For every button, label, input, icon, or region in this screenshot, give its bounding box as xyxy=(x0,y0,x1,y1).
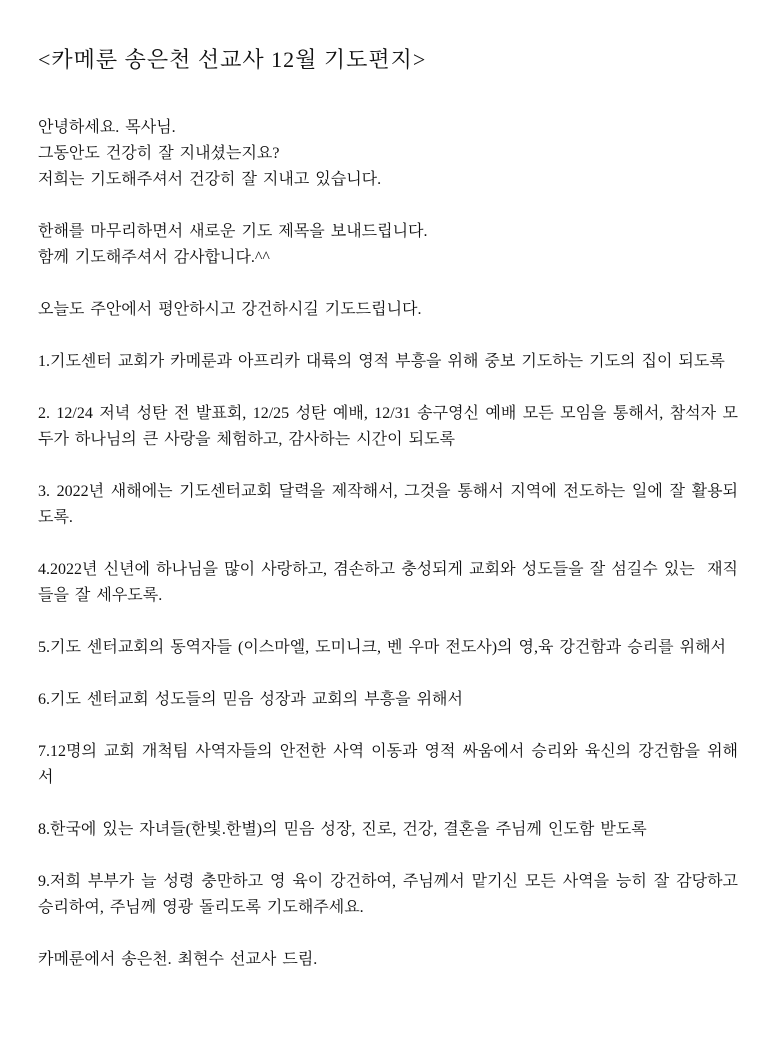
greeting-line: 저희는 기도해주셔서 건강히 잘 지내고 있습니다. xyxy=(38,171,382,188)
prayer-item-3: 3. 2022년 새해에는 기도센터교회 달력을 제작해서, 그것을 통해서 지역에 전도하는 일에 잘 활용되도록. xyxy=(38,483,738,526)
prayer-item-6: 6.기도 센터교회 성도들의 믿음 성장과 교회의 부흥을 위해서 xyxy=(38,691,463,708)
prayer-item-5: 5.기도 센터교회의 동역자들 (이스마엘, 도미니크, 벤 우마 전도사)의 영,육 강건함과 승리를 위해서 xyxy=(38,639,726,656)
blessing-paragraph: 오늘도 주안에서 평안하시고 강건하시길 기도드립니다. xyxy=(38,301,422,318)
greeting-paragraph xyxy=(38,115,738,193)
prayer-item-7: 7.12명의 교회 개척팀 사역자들의 안전한 사역 이동과 영적 싸움에서 승리와 육신의 강건함을 위해서 xyxy=(38,743,738,786)
prayer-item-1: 1.기도센터 교회가 카메룬과 아프리카 대륙의 영적 부흥을 위해 중보 기도하는 기도의 집이 되도록 xyxy=(38,353,725,370)
intro-paragraph xyxy=(38,219,738,271)
greeting-line: 안녕하세요. 목사님. xyxy=(38,119,176,136)
prayer-item-2: 2. 12/24 저녁 성탄 전 발표회, 12/25 성탄 예배, 12/31 송구영신 예배 모든 모임을 통해서, 참석자 모두가 하나님의 큰 사랑을 체험하고, 감사하는 시간이 되도록 xyxy=(38,405,738,448)
intro-line: 한해를 마무리하면서 새로운 기도 제목을 보내드립니다. xyxy=(38,223,428,240)
intro-line: 함께 기도해주셔서 감사합니다.^^ xyxy=(38,249,270,266)
letter-title: <카메룬 송은천 선교사 12월 기도편지> xyxy=(38,47,427,72)
closing-signature: 카메룬에서 송은천. 최현수 선교사 드림. xyxy=(38,951,318,968)
greeting-line: 그동안도 건강히 잘 지내셨는지요? xyxy=(38,145,280,162)
prayer-item-9: 9.저희 부부가 늘 성령 충만하고 영 육이 강건하여, 주님께서 맡기신 모든 사역을 능히 잘 감당하고 승리하여, 주님께 영광 돌리도록 기도해주세요. xyxy=(38,873,744,916)
prayer-item-8: 8.한국에 있는 자녀들(한빛.한별)의 믿음 성장, 진로, 건강, 결혼을 주님께 인도함 받도록 xyxy=(38,821,647,838)
prayer-item-4: 4.2022년 신년에 하나님을 많이 사랑하고, 겸손하고 충성되게 교회와 성도들을 잘 섬길수 있는 재직들을 잘 세우도록. xyxy=(38,561,738,604)
